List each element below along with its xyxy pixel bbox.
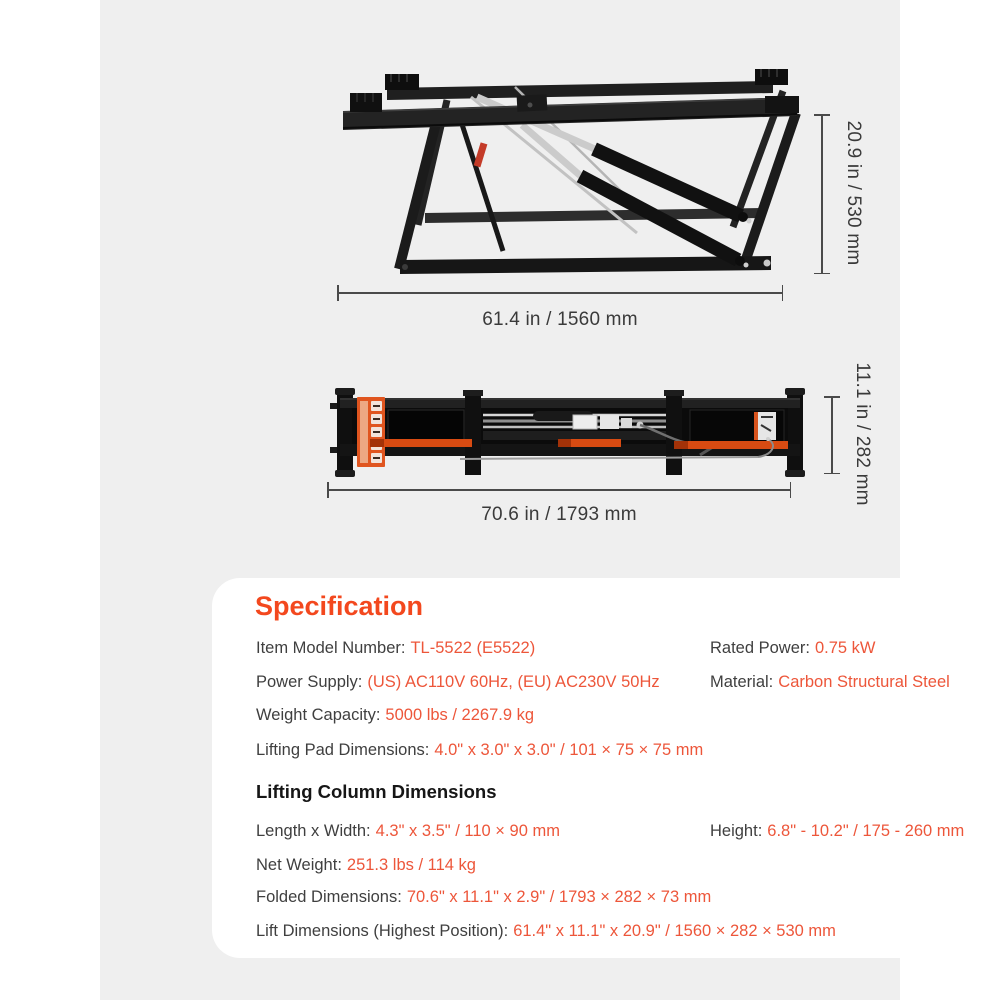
dim-line-raised-width	[338, 292, 782, 294]
spec-value: 5000 lbs / 2267.9 kg	[385, 706, 535, 724]
spec-value: 4.0" x 3.0" x 3.0" / 101 × 75 × 75 mm	[434, 741, 704, 759]
spec-label: Rated Power:	[710, 639, 810, 657]
spec-value: 251.3 lbs / 114 kg	[346, 856, 476, 874]
lift-raised-figure	[325, 55, 820, 295]
spec-row-weight-capacity	[256, 705, 534, 726]
lift-base-rails	[400, 256, 771, 274]
specification-card	[212, 578, 988, 958]
spec-row-lifting-pad	[256, 740, 703, 761]
spec-label: Weight Capacity:	[256, 706, 381, 724]
spec-title: Specification	[255, 591, 424, 621]
spec-value: 70.6" x 11.1" x 2.9" / 1793 × 282 × 73 mm	[406, 888, 712, 906]
spec-label: Height:	[710, 822, 763, 840]
spec-label: Lifting Pad Dimensions:	[256, 741, 430, 759]
lift-raised-illustration	[325, 55, 820, 295]
spec-label: Net Weight:	[256, 856, 342, 874]
spec-value: (US) AC110V 60Hz, (EU) AC230V 50Hz	[367, 673, 660, 691]
spec-label: Length x Width:	[256, 822, 371, 840]
spec-row-model	[256, 638, 535, 659]
spec-row-length-width	[256, 821, 560, 842]
spec-row-lift-dimensions	[256, 921, 836, 942]
spec-value: 4.3" x 3.5" / 110 × 90 mm	[375, 822, 560, 840]
dim-label-folded-height: 11.1 in / 282 mm	[852, 362, 873, 506]
dim-line-folded-height	[831, 397, 833, 473]
dim-line-raised-height	[821, 115, 823, 273]
spec-row-material	[710, 672, 950, 693]
folded-warning-label	[357, 397, 385, 467]
spec-row-power-supply	[256, 672, 660, 693]
spec-label: Lift Dimensions (Highest Position):	[256, 922, 509, 940]
spec-row-rated-power	[710, 638, 876, 659]
spec-row-height	[710, 821, 964, 842]
spec-value: TL-5522 (E5522)	[410, 639, 536, 657]
dim-label-raised-height: 20.9 in / 530 mm	[843, 120, 864, 266]
spec-subheading-lifting-column: Lifting Column Dimensions	[256, 781, 497, 802]
content-panel	[100, 0, 965, 1000]
lift-folded-illustration	[330, 385, 810, 480]
spec-label: Item Model Number:	[256, 639, 406, 657]
spec-value: 0.75 kW	[814, 639, 876, 657]
dim-label-folded-width: 70.6 in / 1793 mm	[481, 504, 637, 525]
spec-label: Material:	[710, 673, 774, 691]
spec-value: 61.4" x 11.1" x 20.9" / 1560 × 282 × 530 mm	[513, 922, 836, 940]
dim-line-folded-width	[328, 489, 790, 491]
spec-label: Folded Dimensions:	[256, 888, 402, 906]
spec-row-net-weight	[256, 855, 476, 876]
dim-label-raised-width: 61.4 in / 1560 mm	[482, 309, 638, 330]
spec-value: Carbon Structural Steel	[778, 673, 950, 691]
spec-value: 6.8" - 10.2" / 175 - 260 mm	[767, 822, 965, 840]
spec-row-folded-dimensions	[256, 887, 711, 908]
lift-folded-figure	[330, 385, 810, 480]
spec-label: Power Supply:	[256, 673, 363, 691]
